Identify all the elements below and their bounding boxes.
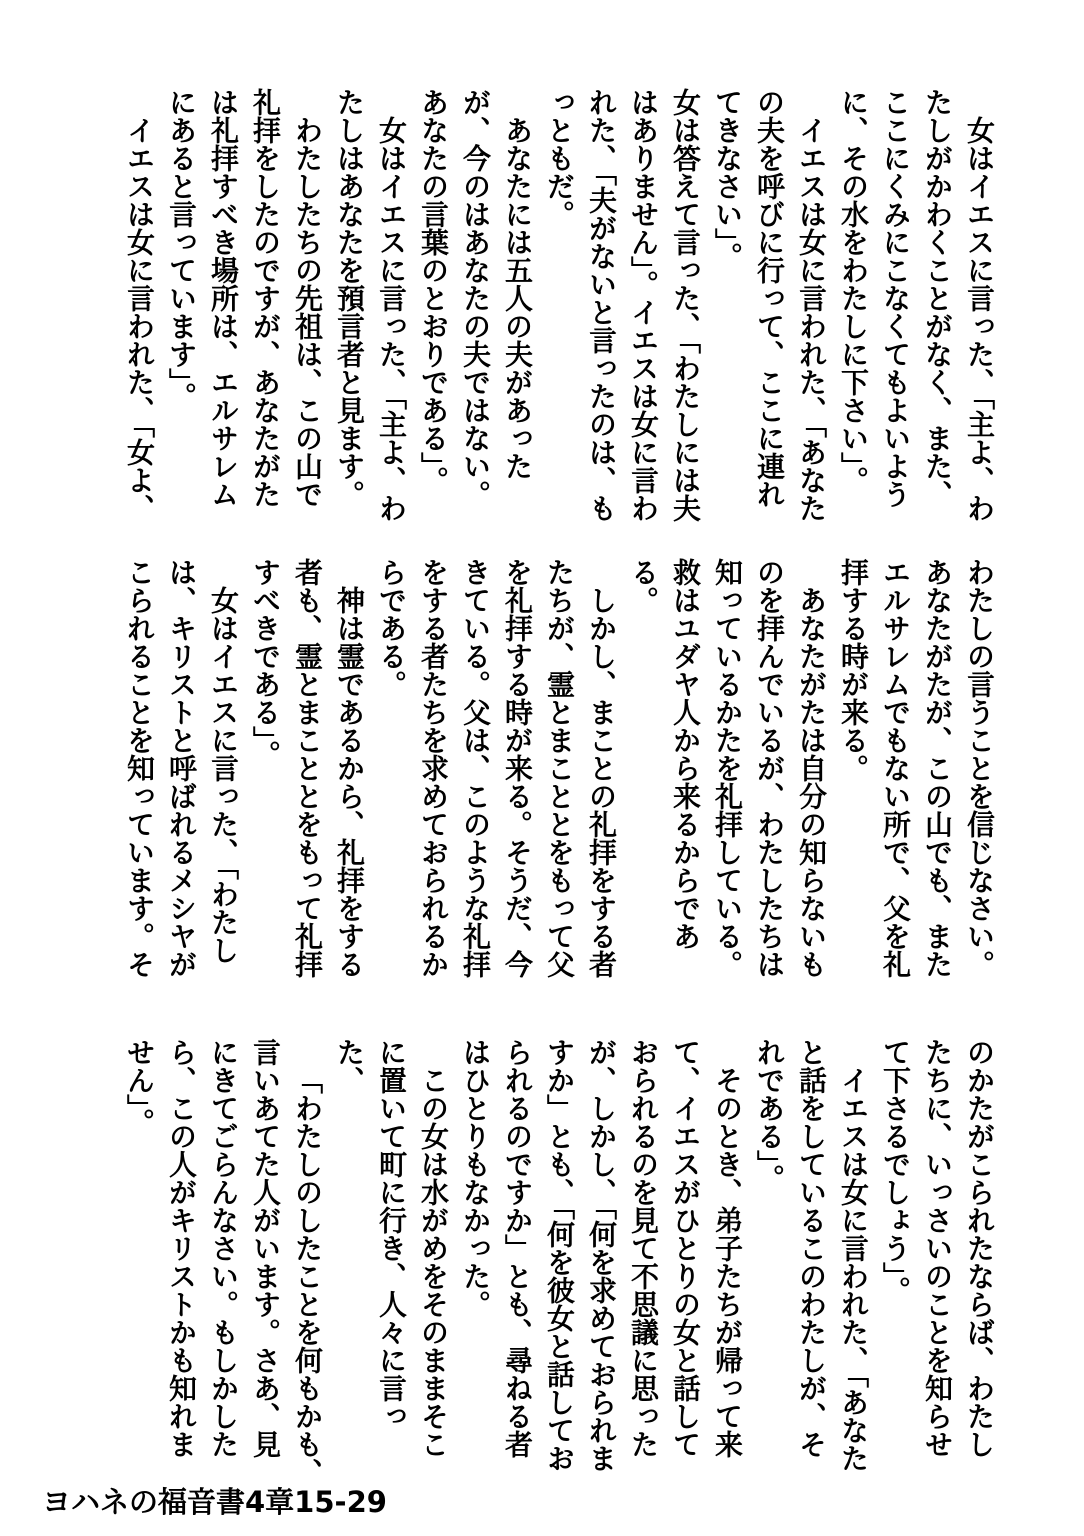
text-column: あなたの言葉のとおりである」。 (417, 88, 450, 494)
text-column: のかたがこられたならば、わたし (963, 1038, 996, 1458)
text-column: の夫を呼びに行って、ここに連れ (753, 88, 786, 508)
text-column: 神は霊であるから、礼拝をする (333, 586, 366, 978)
text-column: て、イエスがひとりの女と話して (669, 1038, 702, 1458)
text-column: に、その水をわたしに下さい」。 (837, 88, 870, 494)
text-column: ら、この人がキリストかも知れま (165, 1038, 198, 1458)
text-column: ここにくみにこなくてもよいよう (879, 88, 912, 508)
text-column: てきなさい」。 (711, 88, 744, 270)
text-column: はありません」。イエスは女に言わ (627, 88, 660, 522)
text-column: はひとりもなかった。 (459, 1038, 492, 1318)
text-column: イエスは女に言われた、「あなた (837, 1066, 870, 1472)
text-column: すべきである」。 (249, 558, 282, 768)
text-column: を礼拝する時が来る。そうだ、今 (501, 558, 534, 978)
scripture-reference: ヨハネの福音書4章15-29 (42, 1485, 387, 1519)
text-column: は礼拝すべき場所は、エルサレム (207, 88, 240, 508)
text-column: 女は答えて言った、「わたしには夫 (669, 88, 702, 522)
text-column: は、キリストと呼ばれるメシヤが (165, 558, 198, 978)
text-column: わたしの言うことを信じなさい。 (963, 558, 996, 978)
text-column: そのとき、弟子たちが帰って来 (711, 1066, 744, 1458)
text-column: のを拝んでいるが、わたしたちは (753, 558, 786, 978)
text-column: わたしたちの先祖は、この山で (291, 116, 324, 508)
text-column: 女はイエスに言った、「わたし (207, 586, 240, 964)
text-column: 者も、霊とまこととをもって礼拝 (291, 558, 324, 978)
text-column: こられることを知っています。そ (123, 558, 156, 978)
text-column: 「わたしのしたことを何もかも、 (291, 1066, 324, 1486)
text-column: 女はイエスに言った、「主よ、わ (375, 116, 408, 522)
text-column: られるのですか」とも、尋ねる者 (501, 1038, 534, 1458)
text-column: たちに、いっさいのことを知らせ (921, 1038, 954, 1458)
text-column: る。 (627, 558, 660, 614)
text-column: しかし、まことの礼拝をする者 (585, 586, 618, 978)
text-column: をする者たちを求めておられるか (417, 558, 450, 978)
text-column: が、今のはあなたの夫ではない。 (459, 88, 492, 508)
text-column: た、 (333, 1038, 366, 1094)
text-column: あなたには五人の夫があった (501, 116, 534, 480)
text-column: せん」。 (123, 1038, 156, 1136)
text-column: て下さるでしょう」。 (879, 1038, 912, 1304)
text-column: おられるのを見て不思議に思った (627, 1038, 660, 1458)
text-column: 言いあてた人がいます。さあ、見 (249, 1038, 282, 1458)
text-column: 知っているかたを礼拝している。 (711, 558, 744, 978)
text-column: 拝する時が来る。 (837, 558, 870, 782)
text-column: が、しかし、「何を求めておられま (585, 1038, 618, 1472)
text-column: れた、「夫がないと言ったのは、も (585, 88, 618, 522)
text-column: っともだ。 (543, 88, 576, 228)
text-column: イエスは女に言われた、「女よ、 (123, 116, 156, 522)
text-column: あなたがたが、この山でも、また (921, 558, 954, 978)
text-column: たちが、霊とまこととをもって父 (543, 558, 576, 978)
text-column: 救はユダヤ人から来るからであ (669, 558, 702, 950)
text-column: この女は水がめをそのままそこ (417, 1066, 450, 1458)
text-column: あなたがたは自分の知らないも (795, 586, 828, 978)
text-band-bottom (118, 1038, 1000, 1500)
text-column: らである。 (375, 558, 408, 698)
text-column: 女はイエスに言った、「主よ、わ (963, 116, 996, 522)
text-column: にあると言っています」。 (165, 88, 198, 410)
text-column: イエスは女に言われた、「あなた (795, 116, 828, 522)
text-column: にきてごらんなさい。もしかした (207, 1038, 240, 1458)
text-band-top (118, 88, 1000, 550)
text-column: すか」とも、「何を彼女と話してお (543, 1038, 576, 1472)
text-column: エルサレムでもない所で、父を礼 (879, 558, 912, 978)
text-column: と話をしているこのわたしが、そ (795, 1038, 828, 1458)
text-column: 礼拝をしたのですが、あなたがた (249, 88, 282, 508)
text-column: に置いて町に行き、人々に言っ (375, 1038, 408, 1430)
text-band-middle (118, 558, 1000, 1020)
text-column: れである」。 (753, 1038, 786, 1192)
text-column: たしがかわくことがなく、また、 (921, 88, 954, 508)
text-column: きている。父は、このような礼拝 (459, 558, 492, 978)
text-column: たしはあなたを預言者と見ます。 (333, 88, 366, 508)
